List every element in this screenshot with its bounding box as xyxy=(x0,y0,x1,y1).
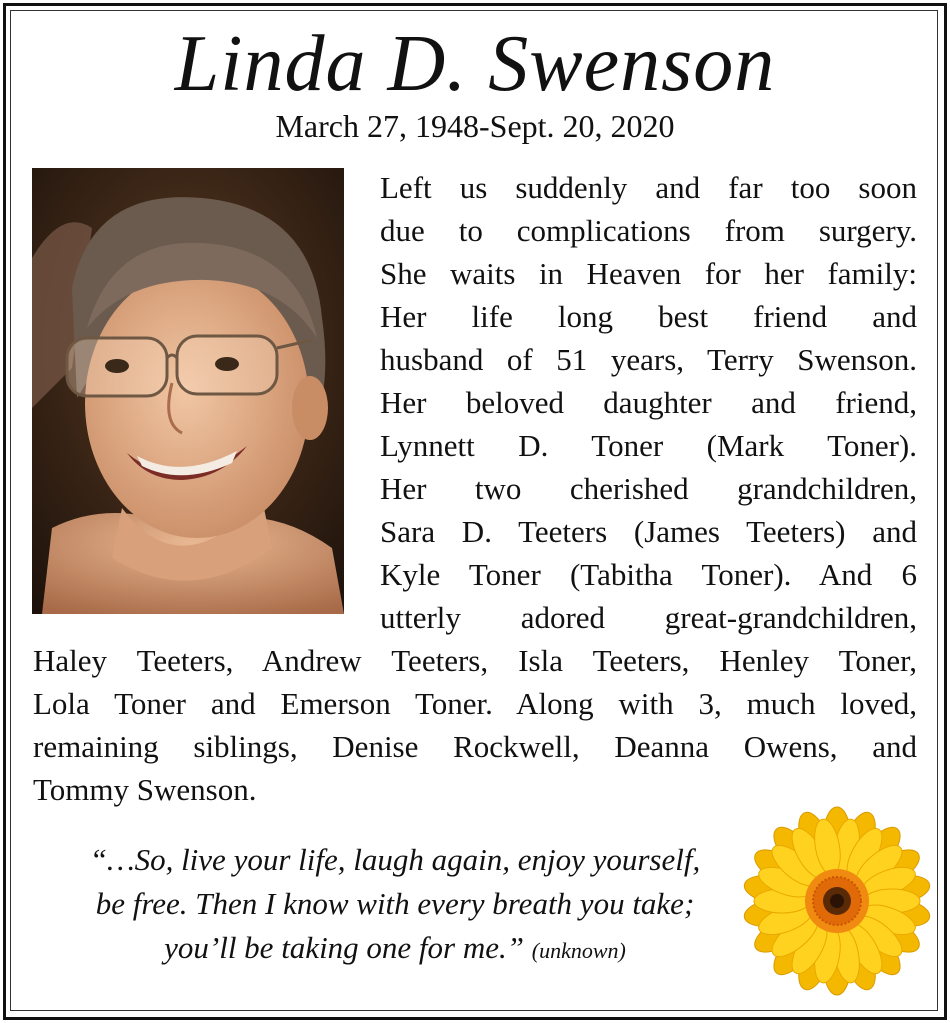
body-line: Lola Toner and Emerson Toner. Along with 3, much loved, xyxy=(33,686,917,721)
portrait-illustration xyxy=(32,168,344,614)
gerbera-daisy-icon xyxy=(742,806,932,996)
body-line: utterly adored great-grandchildren, xyxy=(380,600,917,635)
body-line: Her beloved daughter and friend, xyxy=(380,385,917,420)
deceased-name: Linda D. Swenson xyxy=(174,20,776,108)
body-line: Lynnett D. Toner (Mark Toner). xyxy=(380,428,917,463)
body-line: She waits in Heaven for her family: xyxy=(380,256,917,291)
body-line: Left us suddenly and far too soon xyxy=(380,170,917,205)
body-line: Her life long best friend and xyxy=(380,299,917,334)
quote-line: be free. Then I know with every breath you take; xyxy=(95,886,695,921)
portrait-photo xyxy=(32,168,344,614)
body-line: Kyle Toner (Tabitha Toner). And 6 xyxy=(380,557,917,592)
body-line: Sara D. Teeters (James Teeters) and xyxy=(380,514,917,549)
quote-text: you’ll be taking one for me.” xyxy=(164,930,525,965)
quote-line: “…So, live your life, laugh again, enjoy yourself, xyxy=(89,842,701,877)
body-line: Tommy Swenson. xyxy=(33,772,257,807)
life-dates: March 27, 1948-Sept. 20, 2020 xyxy=(275,108,675,144)
body-line: husband of 51 years, Terry Swenson. xyxy=(380,342,917,377)
quote-attribution: (unknown) xyxy=(531,938,626,963)
body-line: due to complications from surgery. xyxy=(380,213,917,248)
quote-line-last xyxy=(0,926,790,973)
body-line: Haley Teeters, Andrew Teeters, Isla Teeters, Henley Toner, xyxy=(33,643,917,678)
body-line: remaining siblings, Denise Rockwell, Deanna Owens, and xyxy=(33,729,917,764)
body-line: Her two cherished grandchildren, xyxy=(380,471,917,506)
